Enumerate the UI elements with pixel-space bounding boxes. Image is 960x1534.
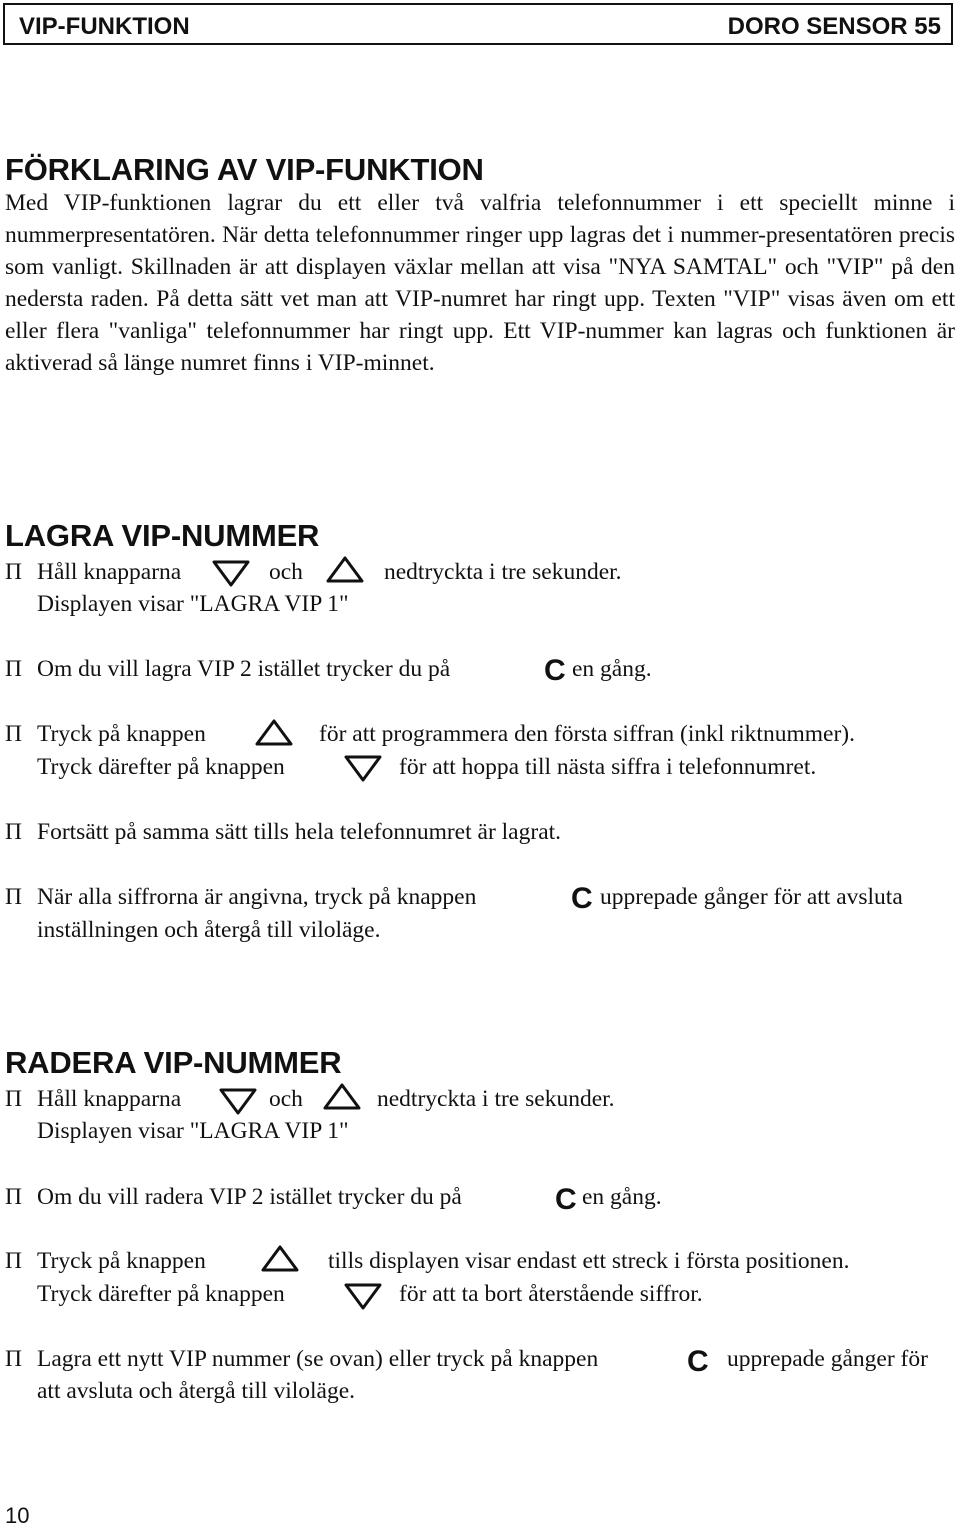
step-text: Displayen visar "LAGRA VIP 1" [37, 591, 349, 617]
c-key-icon: C [687, 1345, 709, 1378]
up-triangle-key-icon [322, 1082, 362, 1112]
header-section-title: VIP-FUNKTION [19, 13, 190, 40]
step-text: och [269, 1086, 303, 1112]
down-triangle-key-icon [343, 754, 383, 784]
step-text: Fortsätt på samma sätt tills hela telefonnumret är lagrat. [37, 819, 562, 845]
step-text: upprepade gånger för [727, 1346, 928, 1372]
step-text: Om du vill lagra VIP 2 istället trycker du på [37, 656, 451, 682]
step-text: Håll knapparna [37, 1086, 182, 1112]
page-number: 10 [5, 1503, 30, 1528]
step-text: Om du vill radera VIP 2 istället trycker du på [37, 1184, 462, 1210]
down-triangle-key-icon [343, 1282, 383, 1312]
up-triangle-key-icon [260, 1244, 300, 1274]
step-text: nedtryckta i tre sekunder. [384, 559, 622, 585]
step-text: för att programmera den första siffran (inkl riktnummer). [319, 721, 855, 747]
bullet: Π [5, 1346, 22, 1372]
bullet: Π [5, 1184, 22, 1210]
step-text: inställningen och återgå till viloläge. [37, 917, 381, 943]
c-key-icon: C [555, 1183, 577, 1216]
up-triangle-key-icon [325, 555, 365, 585]
step-text: Tryck på knappen [37, 721, 206, 747]
down-triangle-key-icon [218, 1087, 258, 1117]
bullet: Π [5, 656, 22, 682]
bullet: Π [5, 721, 22, 747]
bullet: Π [5, 1248, 22, 1274]
step-text: tills displayen visar endast ett streck i första positionen. [328, 1248, 850, 1274]
step-text: Lagra ett nytt VIP nummer (se ovan) eller tryck på knappen [37, 1346, 599, 1372]
step-text: och [269, 559, 303, 585]
section-title-radera: RADERA VIP-NUMMER [5, 1045, 342, 1080]
step-text: för att hoppa till nästa siffra i telefonnumret. [399, 754, 817, 780]
c-key-icon: C [571, 882, 593, 915]
bullet: Π [5, 819, 22, 845]
header-product-name: DORO SENSOR 55 [727, 13, 941, 40]
step-text: Tryck på knappen [37, 1248, 206, 1274]
step-text: en gång. [582, 1184, 662, 1210]
step-text: en gång. [572, 656, 652, 682]
section-title-forklaring: FÖRKLARING AV VIP-FUNKTION [5, 152, 484, 187]
section-title-lagra: LAGRA VIP-NUMMER [5, 518, 320, 553]
step-text: Håll knapparna [37, 559, 182, 585]
step-text: Displayen visar "LAGRA VIP 1" [37, 1118, 349, 1144]
step-text: När alla siffrorna är angivna, tryck på knappen [37, 884, 477, 910]
intro-paragraph: Med VIP-funktionen lagrar du ett eller två valfria telefonnummer i ett speciellt minne i nummerpresentatören. När detta telefonnummer ringer upp lagras det i nummer-presentatören precis som vanligt. Skillnaden är att displayen växlar mellan att visa "NYA SAMTAL" och "VIP" på den nedersta raden. På detta sätt vet man att VIP-numret har ringt upp. Texten "VIP" visas även om ett eller flera "vanliga" telefonnummer har ringt upp. Ett VIP-nummer kan lagras och funktionen är aktiverad så länge numret finns i VIP-minnet. [5, 190, 955, 376]
down-triangle-key-icon [211, 559, 251, 589]
page-header [3, 3, 953, 45]
step-text: Tryck därefter på knappen [37, 1281, 285, 1307]
up-triangle-key-icon [254, 718, 294, 748]
bullet: Π [5, 1086, 22, 1112]
step-text: att avsluta och återgå till viloläge. [37, 1378, 356, 1404]
step-text: nedtryckta i tre sekunder. [377, 1086, 615, 1112]
bullet: Π [5, 559, 22, 585]
step-text: upprepade gånger för att avsluta [600, 884, 903, 910]
step-text: Tryck därefter på knappen [37, 754, 285, 780]
c-key-icon: C [544, 654, 566, 687]
step-text: för att ta bort återstående siffror. [399, 1281, 703, 1307]
bullet: Π [5, 884, 22, 910]
